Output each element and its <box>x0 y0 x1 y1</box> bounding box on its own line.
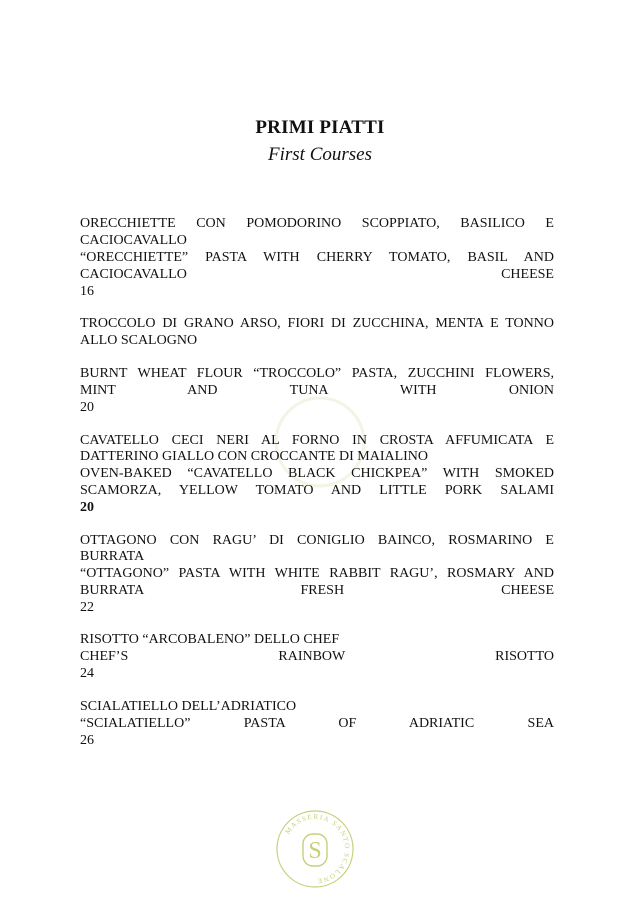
dish-4-price: 22 <box>80 600 94 615</box>
dish-4-italian-line-2: BURRATA <box>80 549 145 564</box>
dish-2-italian-line-2: ALLO SCALOGNO <box>80 333 198 348</box>
dish-1-price: 16 <box>80 284 94 299</box>
masseria-logo <box>272 806 358 892</box>
dish-6-price: 26 <box>80 733 94 748</box>
logo-ring-text: MASSERIA SANTO SCALONE <box>283 812 352 886</box>
dish-6-italian-line-1: SCIALATIELLO DELL’ADRIATICO <box>80 699 297 714</box>
page-subtitle: First Courses <box>268 144 372 165</box>
dish-5-italian-line-1: RISOTTO “ARCOBALENO” DELLO CHEF <box>80 632 340 647</box>
dish-1-italian-line-1: ORECCHIETTE CON POMODORINO SCOPPIATO, BASILICO E <box>80 216 554 231</box>
dish-1-english-line-1: “ORECCHIETTE” PASTA WITH CHERRY TOMATO, BASIL AND <box>80 250 554 265</box>
dish-2-price: 20 <box>80 400 94 415</box>
dish-1-english-line-2: CACIOCAVALLO CHEESE <box>80 267 554 282</box>
dish-3-english-line-2: SCAMORZA, YELLOW TOMATO AND LITTLE PORK SALAMI <box>80 483 554 498</box>
page-title: PRIMI PIATTI <box>255 117 385 138</box>
dish-3-italian-line-1: CAVATELLO CECI NERI AL FORNO IN CROSTA AFFUMICATA E <box>80 433 554 448</box>
dish-3-italian-line-2: DATTERINO GIALLO CON CROCCANTE DI MAIALINO <box>80 449 429 464</box>
dish-2-english-line-2: MINT AND TUNA WITH ONION <box>80 383 554 398</box>
dish-3-english-line-1: OVEN-BAKED “CAVATELLO BLACK CHICKPEA” WITH SMOKED <box>80 466 554 481</box>
dish-1-italian-line-2: CACIOCAVALLO <box>80 233 187 248</box>
dish-5-english-line-1: CHEF’S RAINBOW RISOTTO <box>80 649 554 664</box>
dish-6-english-line-1: “SCIALATIELLO” PASTA OF ADRIATIC SEA <box>80 716 554 731</box>
dish-4-italian-line-1: OTTAGONO CON RAGU’ DI CONIGLIO BAINCO, ROSMARINO E <box>80 533 554 548</box>
logo-monogram: S <box>308 838 322 864</box>
dish-4-english-line-1: “OTTAGONO” PASTA WITH WHITE RABBIT RAGU’, ROSMARY AND <box>80 566 554 581</box>
dish-4-english-line-2: BURRATA FRESH CHEESE <box>80 583 554 598</box>
dish-2-english-line-1: BURNT WHEAT FLOUR “TROCCOLO” PASTA, ZUCCHINI FLOWERS, <box>80 366 554 381</box>
dish-2-italian-line-1: TROCCOLO DI GRANO ARSO, FIORI DI ZUCCHINA, MENTA E TONNO <box>80 316 554 331</box>
dish-5-price: 24 <box>80 666 94 681</box>
dish-3-price: 20 <box>80 500 94 515</box>
